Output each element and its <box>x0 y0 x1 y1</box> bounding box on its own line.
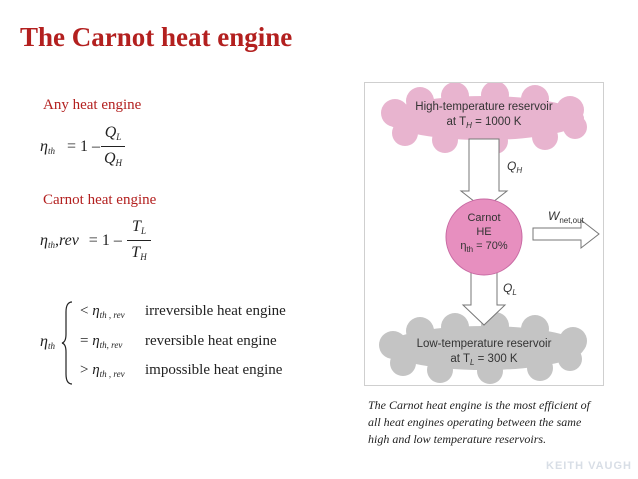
case-desc-irreversible: irreversible heat engine <box>145 303 286 319</box>
efficiency-equation <box>40 138 100 156</box>
equation-rhs: = 1 – <box>66 138 100 155</box>
case-row-irreversible: < $\eta_{th , rev}$ <box>80 303 125 320</box>
engine-label: Carnot HE $\eta_{th} = 70\%$ <box>460 212 508 254</box>
cases-eta: ηth <box>40 333 55 351</box>
ql-label: $Q_L$ <box>503 281 517 297</box>
qh-label: $Q_H$ <box>507 159 523 175</box>
high-res-label: High-temperature reservoir at $T_H = 1000$ K <box>415 101 553 130</box>
carnot-diagram <box>364 82 604 386</box>
eta-subscript: th <box>47 146 55 156</box>
case-desc-reversible: reversible heat engine <box>145 333 277 349</box>
carnot-efficiency-equation: ηth,rev = 1 – <box>40 232 122 250</box>
fraction-denominator: QH <box>103 150 123 168</box>
page-title: The Carnot heat engine <box>20 22 293 52</box>
fraction-numerator: QL <box>104 124 122 142</box>
eta-symbol: η <box>40 138 48 155</box>
case-desc-impossible: impossible heat engine <box>145 362 283 378</box>
fraction-line <box>101 146 125 147</box>
any-heat-engine-heading: Any heat engine <box>43 97 142 113</box>
carnot-fraction-denominator: TH <box>131 244 147 262</box>
author-watermark: KEITH VAUGH <box>546 460 632 472</box>
carnot-heat-engine-heading: Carnot heat engine <box>43 192 157 208</box>
low-res-label: Low-temperature reservoir at $T_L = 300$ K <box>416 338 552 367</box>
diagram-caption: The Carnot heat engine is the most efficient of all heat engines operating between the same high and low temperature reservoirs. <box>368 398 590 446</box>
cases-brace <box>60 300 74 386</box>
wnet-label: $W_{net,out}$ <box>548 209 584 225</box>
carnot-fraction-numerator: TL <box>132 218 146 236</box>
carnot-fraction-line <box>127 240 151 241</box>
case-row-reversible: = $\eta_{th, rev}$ <box>80 333 123 350</box>
case-row-impossible: > $\eta_{th , rev}$ <box>80 362 125 379</box>
